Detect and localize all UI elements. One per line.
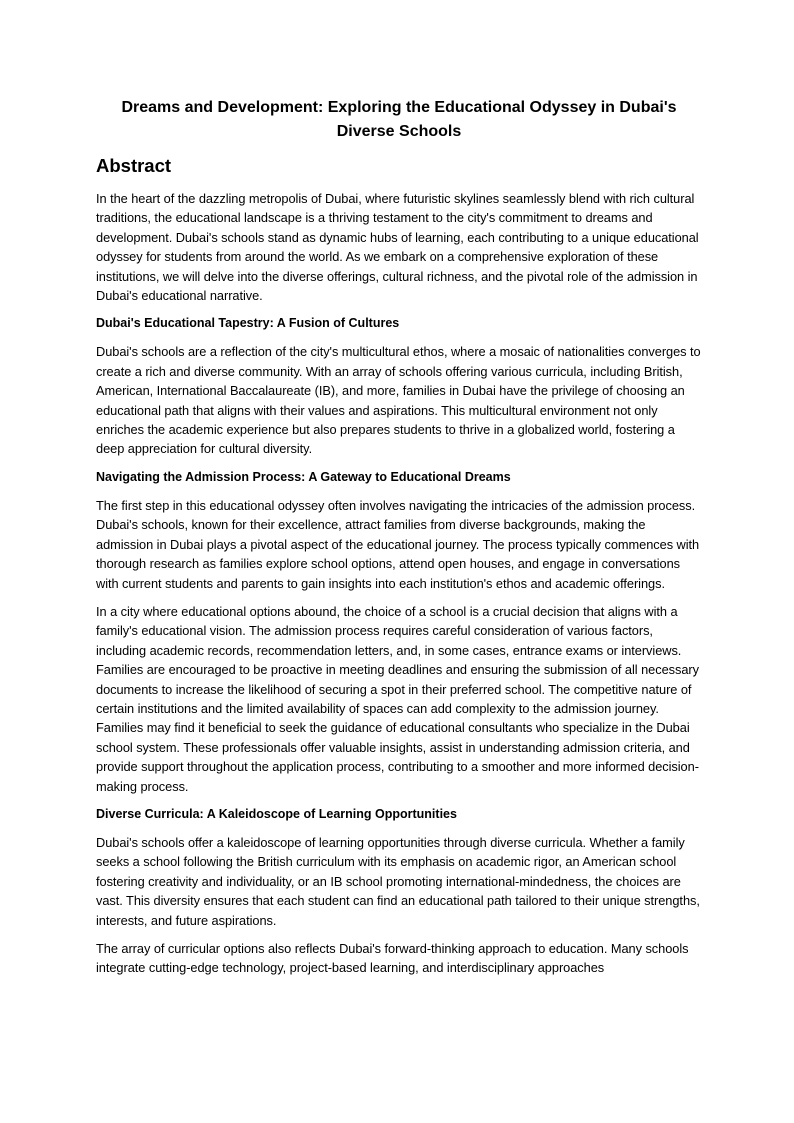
- document-page: [96, 96, 702, 987]
- section-heading: Dubai's Educational Tapestry: A Fusion of Cultures: [96, 316, 400, 331]
- document-title: Dreams and Development: Exploring the Educational Odyssey in Dubai's Diverse Schools: [121, 99, 677, 140]
- section-paragraph: The first step in this educational odyssey often involves navigating the intricacies of the admission process. Dubai's schools, known for their excellence, attract families from diverse backgrounds, making the admission in Dubai plays a pivotal aspect of the educational journey. The process typically commences with thorough research as families explore school options, attend open houses, and engage in conversations with current students and parents to gain insights into each institution's ethos and academic offerings.: [96, 497, 700, 591]
- section-heading: Diverse Curricula: A Kaleidoscope of Learning Opportunities: [96, 806, 457, 821]
- section-admission-process: [96, 468, 702, 796]
- section-heading: Navigating the Admission Process: A Gateway to Educational Dreams: [96, 469, 511, 484]
- abstract-paragraph: In the heart of the dazzling metropolis of Dubai, where futuristic skylines seamlessly blend with rich cultural traditions, the educational landscape is a thriving testament to the city's commitment to dreams and development. Dubai's schools stand as dynamic hubs of learning, each contributing to a unique educational odyssey for students from around the world. As we embark on a comprehensive exploration of these institutions, we will delve into the diverse offerings, cultural richness, and the pivotal role of the admission in Dubai's educational narrative.: [96, 191, 699, 304]
- section-paragraph: In a city where educational options abound, the choice of a school is a crucial decision that aligns with a family's educational vision. The admission process requires careful consideration of various factors, including academic records, recommendation letters, and, in some cases, entrance exams or interviews. Families are encouraged to be proactive in meeting deadlines and ensuring the submission of all necessary documents to increase the likelihood of securing a spot in their preferred school. The competitive nature of certain institutions and the limited availability of spaces can add complexity to the admission journey. Families may find it beneficial to seek the guidance of educational consultants who specialize in the Dubai school system. These professionals offer valuable insights, assist in understanding admission criteria, and provide support throughout the application process, contributing to a smoother and more informed decision-making process.: [96, 603, 699, 794]
- section-paragraph: Dubai's schools are a reflection of the city's multicultural ethos, where a mosaic of nationalities converges to create a rich and diverse community. With an array of schools offering various curricula, including British, American, International Baccalaureate (IB), and more, families in Dubai have the privilege of choosing an educational path that aligns with their values and aspirations. This multicultural environment not only enriches the academic experience but also prepares students to thrive in a globalized world, fostering a deep appreciation for cultural diversity.: [96, 344, 701, 457]
- section-diverse-curricula: [96, 805, 702, 978]
- abstract-heading: Abstract: [96, 155, 172, 176]
- section-paragraph: The array of curricular options also reflects Dubai's forward-thinking approach to education. Many schools integrate cutting-edge technology, project-based learning, and interdisciplinary approaches: [96, 941, 689, 976]
- section-paragraph: Dubai's schools offer a kaleidoscope of learning opportunities through diverse curricula. Whether a family seeks a school following the British curriculum with its emphasis on academic rigor, an American school fostering creativity and individuality, or an IB school promoting international-mindedness, the choices are vast. This diversity ensures that each student can find an educational path tailored to their unique strengths, interests, and future aspirations.: [96, 834, 700, 928]
- section-educational-tapestry: [96, 314, 702, 458]
